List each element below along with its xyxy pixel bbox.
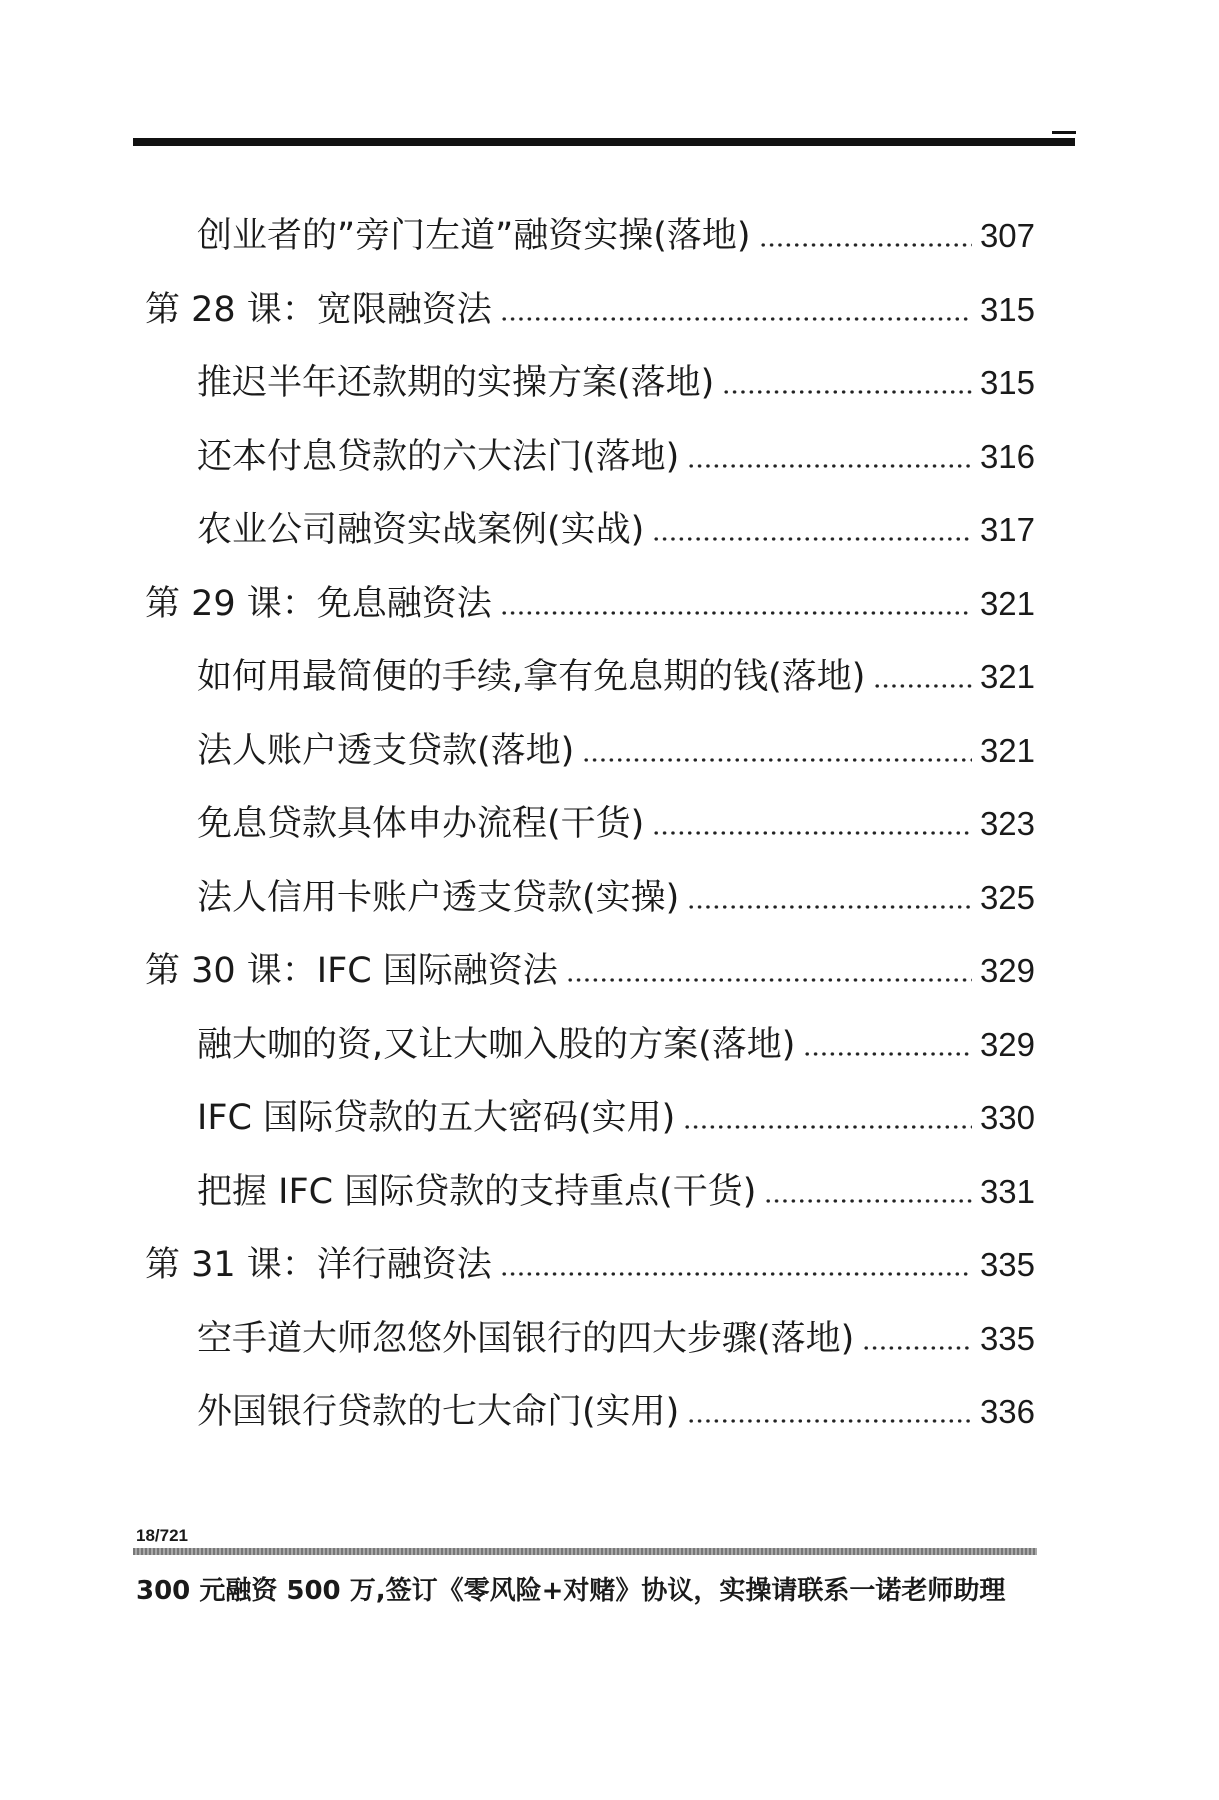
toc-entry-page: 321 bbox=[979, 584, 1035, 622]
toc-entry-title: 农业公司融资实战案例(实战) bbox=[197, 510, 645, 550]
toc-dot-leader bbox=[722, 389, 972, 395]
toc-entry-title: 空手道大师忽悠外国银行的四大步骤(落地) bbox=[197, 1318, 855, 1359]
toc-entry-title: 法人账户透支贷款(落地) bbox=[197, 730, 575, 771]
toc-sub-entry bbox=[197, 357, 1035, 409]
toc-dot-leader bbox=[803, 1051, 972, 1057]
toc-entry-page: 321 bbox=[979, 658, 1035, 695]
toc-dot-leader bbox=[687, 904, 972, 910]
toc-lesson-entry bbox=[145, 945, 1035, 997]
toc-sub-entry bbox=[197, 1166, 1035, 1218]
toc-sub-entry bbox=[197, 872, 1035, 924]
toc-lesson-entry bbox=[145, 1239, 1035, 1291]
toc-entry-page: 335 bbox=[979, 1319, 1035, 1357]
toc-entry-page: 315 bbox=[979, 364, 1035, 401]
toc-dot-leader bbox=[500, 610, 972, 616]
toc-sub-entry bbox=[197, 725, 1035, 777]
toc-entry-title: 第 30 课：IFC 国际融资法 bbox=[145, 951, 558, 991]
header-rule-tick bbox=[1052, 131, 1076, 134]
toc-sub-entry bbox=[197, 210, 1035, 262]
header-rule bbox=[133, 138, 1075, 146]
toc-entry-title: 创业者的”旁门左道”融资实操(落地) bbox=[197, 216, 751, 256]
toc-dot-leader bbox=[652, 830, 972, 836]
footer-note: 300 元融资 500 万,签订《零风险+对赌》协议，实操请联系一诺老师助理 bbox=[136, 1576, 1006, 1606]
toc-entry-title: 法人信用卡账户透支贷款(实操) bbox=[197, 877, 680, 918]
toc-dot-leader bbox=[500, 316, 972, 322]
toc-sub-entry bbox=[197, 1313, 1035, 1365]
toc-entry-page: 330 bbox=[979, 1099, 1035, 1136]
toc-entry-title: 第 29 课：免息融资法 bbox=[145, 583, 492, 624]
toc-dot-leader bbox=[687, 463, 972, 469]
toc-dot-leader bbox=[652, 536, 972, 542]
toc-entry-title: 外国银行贷款的七大命门(实用) bbox=[197, 1392, 680, 1432]
toc-lesson-entry bbox=[145, 578, 1035, 630]
toc-entry-page: 323 bbox=[979, 805, 1035, 842]
toc-entry-title: 第 28 课：宽限融资法 bbox=[145, 289, 492, 330]
toc-entry-page: 336 bbox=[979, 1393, 1035, 1430]
toc-entry-page: 329 bbox=[979, 1025, 1035, 1063]
toc-lesson-entry bbox=[145, 284, 1035, 336]
toc-entry-page: 315 bbox=[979, 290, 1035, 328]
toc-sub-entry bbox=[197, 651, 1035, 703]
toc-dot-leader bbox=[764, 1198, 971, 1204]
toc-entry-title: 把握 IFC 国际贷款的支持重点(干货) bbox=[197, 1171, 757, 1212]
toc-entry-page: 307 bbox=[979, 217, 1035, 254]
toc-entry-title: 如何用最简便的手续,拿有免息期的钱(落地) bbox=[197, 657, 866, 697]
toc-dot-leader bbox=[582, 757, 972, 763]
toc-entry-page: 321 bbox=[979, 731, 1035, 769]
toc-entry-page: 317 bbox=[979, 511, 1035, 548]
footer-rule bbox=[133, 1548, 1037, 1555]
toc-sub-entry bbox=[197, 1092, 1035, 1144]
toc-entry-title: 第 31 课：洋行融资法 bbox=[145, 1245, 492, 1285]
toc-entry-title: 推迟半年还款期的实操方案(落地) bbox=[197, 363, 715, 403]
toc-sub-entry bbox=[197, 1019, 1035, 1071]
toc-dot-leader bbox=[687, 1418, 972, 1424]
toc-entry-page: 335 bbox=[979, 1246, 1035, 1283]
toc-dot-leader bbox=[683, 1124, 972, 1130]
toc-entry-title: 免息贷款具体申办流程(干货) bbox=[197, 804, 645, 844]
toc-entry-page: 329 bbox=[979, 952, 1035, 989]
toc-entry-page: 331 bbox=[979, 1172, 1035, 1210]
toc-entry-title: 融大咖的资,又让大咖入股的方案(落地) bbox=[197, 1024, 796, 1065]
toc-dot-leader bbox=[759, 242, 972, 248]
page-number: 18/721 bbox=[136, 1526, 188, 1545]
toc-dot-leader bbox=[500, 1271, 972, 1277]
toc-dot-leader bbox=[566, 977, 972, 983]
toc-dot-leader bbox=[862, 1345, 972, 1351]
toc-entry-page: 316 bbox=[979, 437, 1035, 475]
toc-sub-entry bbox=[197, 798, 1035, 850]
toc-dot-leader bbox=[873, 683, 972, 689]
toc-sub-entry bbox=[197, 1386, 1035, 1438]
toc-sub-entry bbox=[197, 431, 1035, 483]
toc-entry-page: 325 bbox=[979, 878, 1035, 916]
toc-sub-entry bbox=[197, 504, 1035, 556]
toc-entry-title: IFC 国际贷款的五大密码(实用) bbox=[197, 1098, 676, 1138]
toc-entry-title: 还本付息贷款的六大法门(落地) bbox=[197, 436, 680, 477]
